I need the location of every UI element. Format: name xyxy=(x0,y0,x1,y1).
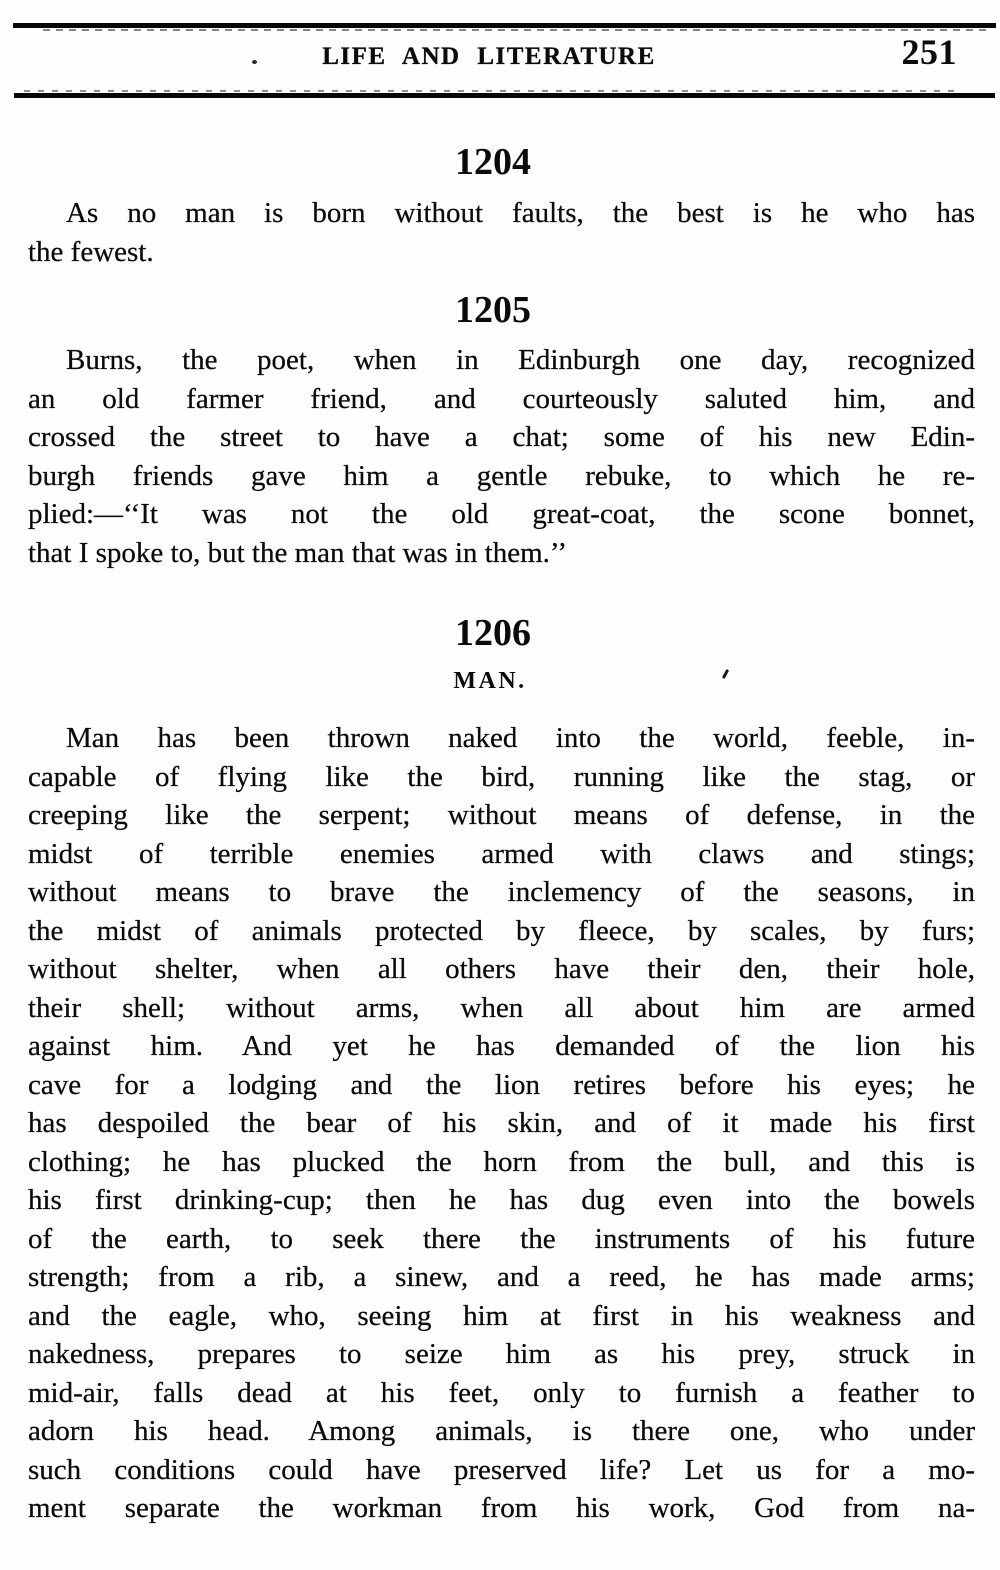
text-line: cave for a lodging and the lion retires before his eyes; he xyxy=(28,1068,975,1101)
text-line: Man has been thrown naked into the world, feeble, in- xyxy=(66,722,975,754)
entry-text xyxy=(28,341,975,572)
text-line: capable of flying like the bird, running like the stag, or xyxy=(28,760,975,793)
text-line: midst of terrible enemies armed with claws and stings; xyxy=(28,837,975,870)
text-line: burgh friends gave him a gentle rebuke, to which he re- xyxy=(28,459,975,492)
text-line: mid-air, falls dead at his feet, only to furnish a feather to xyxy=(28,1376,975,1409)
text-line: plied:—‘‘It was not the old great-coat, the scone bonnet, xyxy=(28,498,975,530)
text-line: without shelter, when all others have their den, their hole, xyxy=(28,953,975,985)
text-line: strength; from a rib, a sinew, and a reed, he has made arms; xyxy=(28,1261,975,1293)
text-line: Burns, the poet, when in Edinburgh one day, recognized xyxy=(66,344,975,376)
page-number: 251 xyxy=(901,32,957,72)
text-line: against him. And yet he has demanded of the lion his xyxy=(28,1030,975,1062)
text-line: without means to brave the inclemency of the seasons, in xyxy=(28,876,975,908)
text-line: creeping like the serpent; without means of defense, in the xyxy=(28,799,975,831)
entry-number: 1206 xyxy=(455,612,531,654)
header-rule-top xyxy=(13,23,996,28)
entry-text xyxy=(28,194,975,271)
text-line: his first drinking-cup; then he has dug even into the bowels xyxy=(28,1184,975,1216)
entry-subtitle: MAN. xyxy=(453,668,527,694)
text-line: has despoiled the bear of his skin, and of it made his first xyxy=(28,1107,975,1139)
text-line: that I spoke to, but the man that was in them.’’ xyxy=(28,536,568,569)
text-line: the midst of animals protected by fleece, by scales, by furs; xyxy=(28,914,975,947)
entry-text xyxy=(28,719,975,1528)
text-line: clothing; he has plucked the horn from the bull, and this is xyxy=(28,1145,975,1178)
entry-number: 1204 xyxy=(455,141,531,183)
entry-number: 1205 xyxy=(455,289,531,331)
text-line: an old farmer friend, and courteously saluted him, and xyxy=(28,382,975,415)
text-line: of the earth, to seek there the instruments of his future xyxy=(28,1222,975,1255)
text-line: As no man is born without faults, the best is he who has xyxy=(66,197,975,229)
text-line: adorn his head. Among animals, is there one, who under xyxy=(28,1415,975,1447)
text-line: such conditions could have preserved life? Let us for a mo- xyxy=(28,1453,975,1486)
header-rule-bottom xyxy=(14,93,995,98)
text-line: their shell; without arms, when all about him are armed xyxy=(28,991,975,1024)
text-line: ment separate the workman from his work, God from na- xyxy=(28,1492,975,1524)
text-line: crossed the street to have a chat; some of his new Edin- xyxy=(28,421,975,453)
text-line: and the eagle, who, seeing him at first in his weakness and xyxy=(28,1299,975,1332)
text-line: the fewest. xyxy=(28,235,154,268)
running-head-title: LIFE AND LITERATURE xyxy=(322,43,656,70)
text-line: nakedness, prepares to seize him as his prey, struck in xyxy=(28,1338,975,1370)
